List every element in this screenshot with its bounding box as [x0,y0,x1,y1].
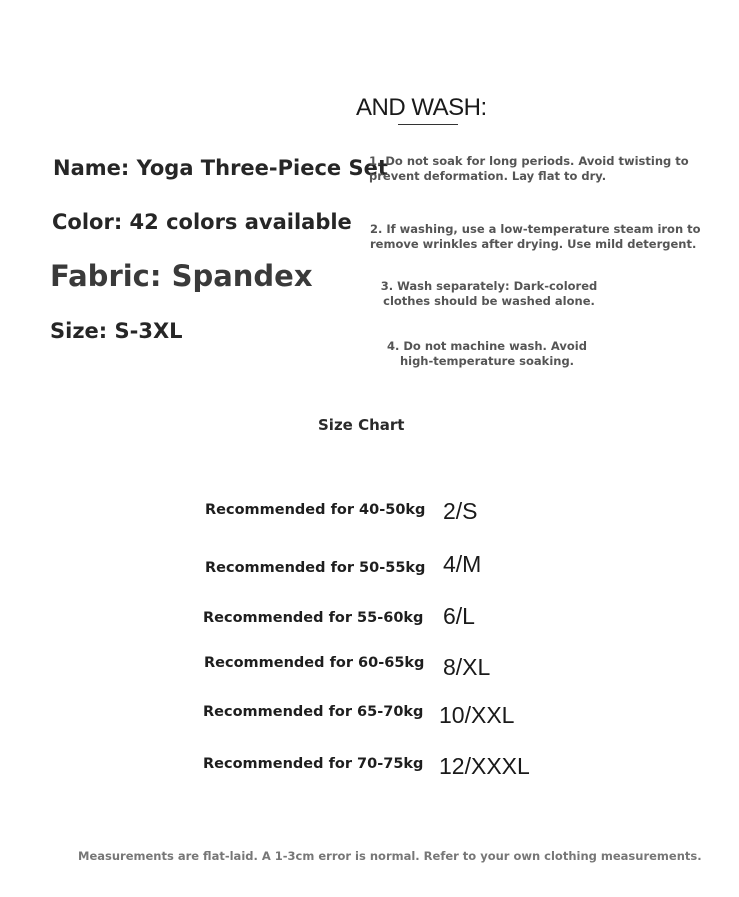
product-size: Size: S-3XL [50,319,183,343]
size-row-label: Recommended for 50-55kg [205,560,426,576]
care-title-underline [398,124,458,125]
product-fabric: Fabric: Spandex [50,259,313,293]
care-instruction-2: 2. If washing, use a low-temperature steam iron to remove wrinkles after drying. Use mild detergent. [370,222,701,251]
measurement-footnote: Measurements are flat-laid. A 1-3cm error is normal. Refer to your own clothing measurements. [78,849,702,863]
care-title: AND WASH: [356,94,487,121]
product-name: Name: Yoga Three-Piece Set [53,156,388,180]
care-instruction-4: 4. Do not machine wash. Avoid high-temperature soaking. [387,339,587,368]
size-row-value: 12/XXXL [439,753,530,779]
size-row-value: 8/XL [443,654,491,680]
care-instruction-1: 1. Do not soak for long periods. Avoid twisting to prevent deformation. Lay flat to dry. [369,154,689,183]
size-row-label: Recommended for 70-75kg [203,756,424,772]
size-row-label: Recommended for 60-65kg [204,655,425,671]
size-row-value: 2/S [443,498,478,524]
product-color: Color: 42 colors available [52,210,352,234]
size-row-value: 10/XXL [439,702,515,728]
size-row-label: Recommended for 65-70kg [203,704,424,720]
size-row-value: 6/L [443,603,475,629]
care-instruction-3: 3. Wash separately: Dark-colored clothes should be washed alone. [380,279,598,308]
size-row-value: 4/M [443,551,482,577]
size-row-label: Recommended for 55-60kg [203,610,424,626]
size-chart-title: Size Chart [318,416,405,434]
size-row-label: Recommended for 40-50kg [205,502,426,518]
